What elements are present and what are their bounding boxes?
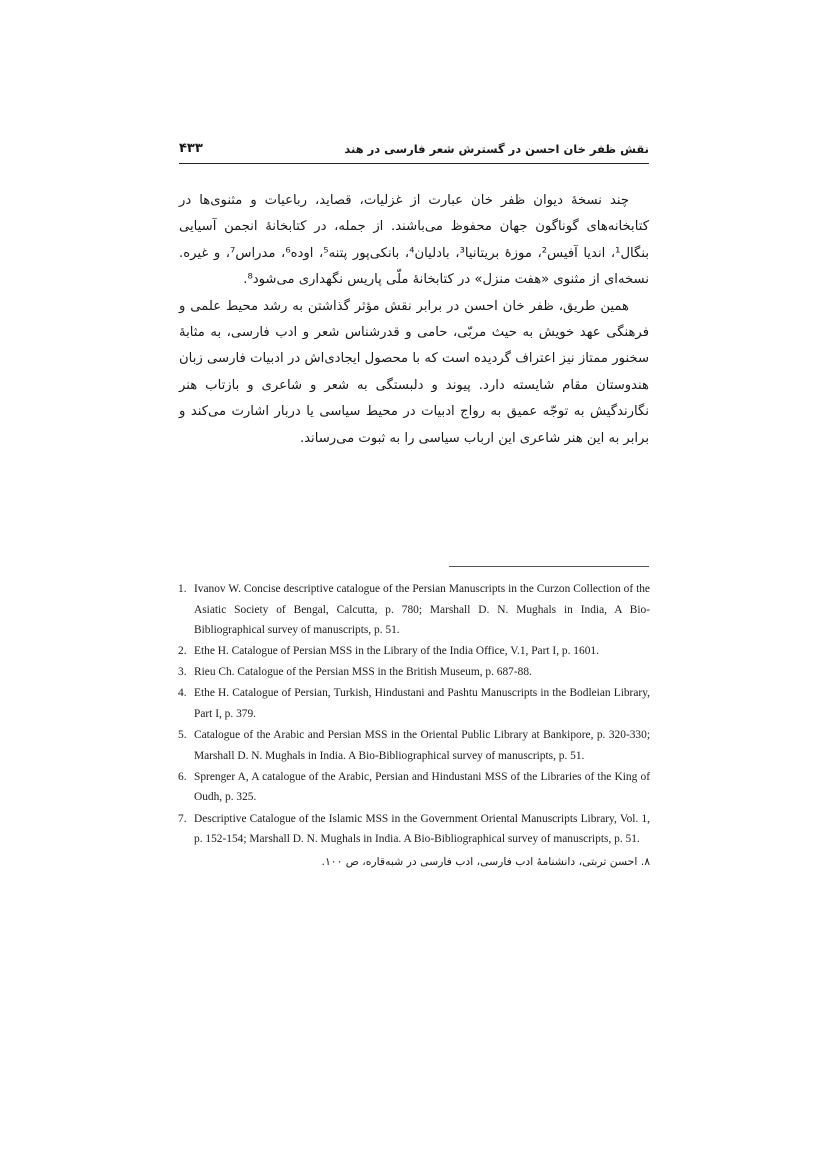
body-text [179, 188, 649, 452]
footnote-number: 7. [178, 812, 187, 825]
footnote-7 [178, 809, 650, 850]
footnote-number: 4. [178, 687, 187, 700]
footnote-divider [449, 566, 649, 567]
footnote-text: Catalogue of the Arabic and Persian MSS in the Oriental Public Library at Bankipore, p. 320-330; Marshall D. N. Mughals in India. A Bio-Bibliographical survey of manuscripts, p. 51. [194, 729, 650, 762]
footnote-text: Descriptive Catalogue of the Islamic MSS in the Government Oriental Manuscripts Library, Vol. 1, p. 152-154; Marshall D. N. Mughals in India. A Bio-Bibliographical survey of manuscripts, p. 51. [194, 812, 650, 846]
footnotes [178, 579, 650, 883]
footnote-6 [178, 767, 650, 808]
footnote-8: ۸. احسن تربتی، دانشنامهٔ ادب فارسی، ادب فارسی در شبه‌قاره، ص ۱۰۰. [321, 854, 650, 868]
footnote-4 [178, 683, 650, 724]
paragraph-2: همین طریق، ظفر خان احسن در برابر نقش مؤثر گذاشتن به رشد محیط علمی و فرهنگی عهد خویش به حیث مربّی، حامی و قدرشناس شعر و ادب فارسی، به مثابهٔ سخنور ممتاز نیز اعتراف گردیده است که با محصول ایجادی‌اش در ادبیات فارسی زبان هندوستان مقام شایسته دارد. پیوند و دلبستگی به شعر و شاعری و بازتاب هنر نگارندگیش به توجّه عمیق به رواج ادبیات در محیط سیاسی یا دربار اشارت می‌کند و برابر به این هنر شاعری این ارباب سیاسی را به ثبوت می‌رساند. [179, 298, 649, 446]
footnote-text: Ethe H. Catalogue of Persian, Turkish, Hindustani and Pashtu Manuscripts in the Bodleian Library, Part I, p. 379. [194, 687, 650, 721]
footnote-number: 5. [178, 729, 187, 742]
footnote-text: Sprenger A, A catalogue of the Arabic, Persian and Hindustani MSS of the Libraries of the King of Oudh, p. 325. [194, 770, 650, 804]
footnote-2 [178, 641, 650, 662]
footnote-number: 6. [178, 770, 187, 783]
running-head [179, 141, 649, 164]
footnote-text: Rieu Ch. Catalogue of the Persian MSS in the British Museum, p. 687-88. [194, 666, 532, 679]
footnote-number: 3. [178, 666, 187, 679]
footnote-number: 1. [178, 583, 187, 595]
footnote-1 [178, 579, 650, 641]
footnote-3 [178, 662, 650, 683]
footnote-text: Ethe H. Catalogue of Persian MSS in the Library of the India Office, V.1, Part I, p. 1601. [194, 645, 599, 658]
footnote-5 [178, 725, 650, 766]
footnote-text: Ivanov W. Concise descriptive catalogue of the Persian Manuscripts in the Curzon Collection of the Asiatic Society of Bengal, Calcutta, p. 780; Marshall D. N. Mughals in India, A Bio-Bibliographical survey of manuscripts, p. 51. [194, 583, 650, 637]
page-number: ۴۳۳ [179, 141, 203, 156]
paragraph-1: چند نسخهٔ دیوان ظفر خان عبارت از غزلیات، قصاید، رباعیات و مثنوی‌ها در کتابخانه‌های گوناگون جهان محفوظ می‌باشند. از جمله، در کتابخانهٔ انجمن آسیایی بنگال¹، اندیا آفیس²، موزهٔ بریتانیا³، بادلیان⁴، بانکی‌پور پتنه⁵، اوده⁶، مدراس⁷، و غیره. نسخه‌ای از مثنوی «هفت منزل» در کتابخانهٔ ملّی پاریس نگهداری می‌شود⁸. [179, 193, 649, 288]
running-head-title: نقش ظفر خان احسن در گسترش شعر فارسی در هند [344, 142, 649, 156]
footnote-number: 2. [178, 645, 187, 658]
